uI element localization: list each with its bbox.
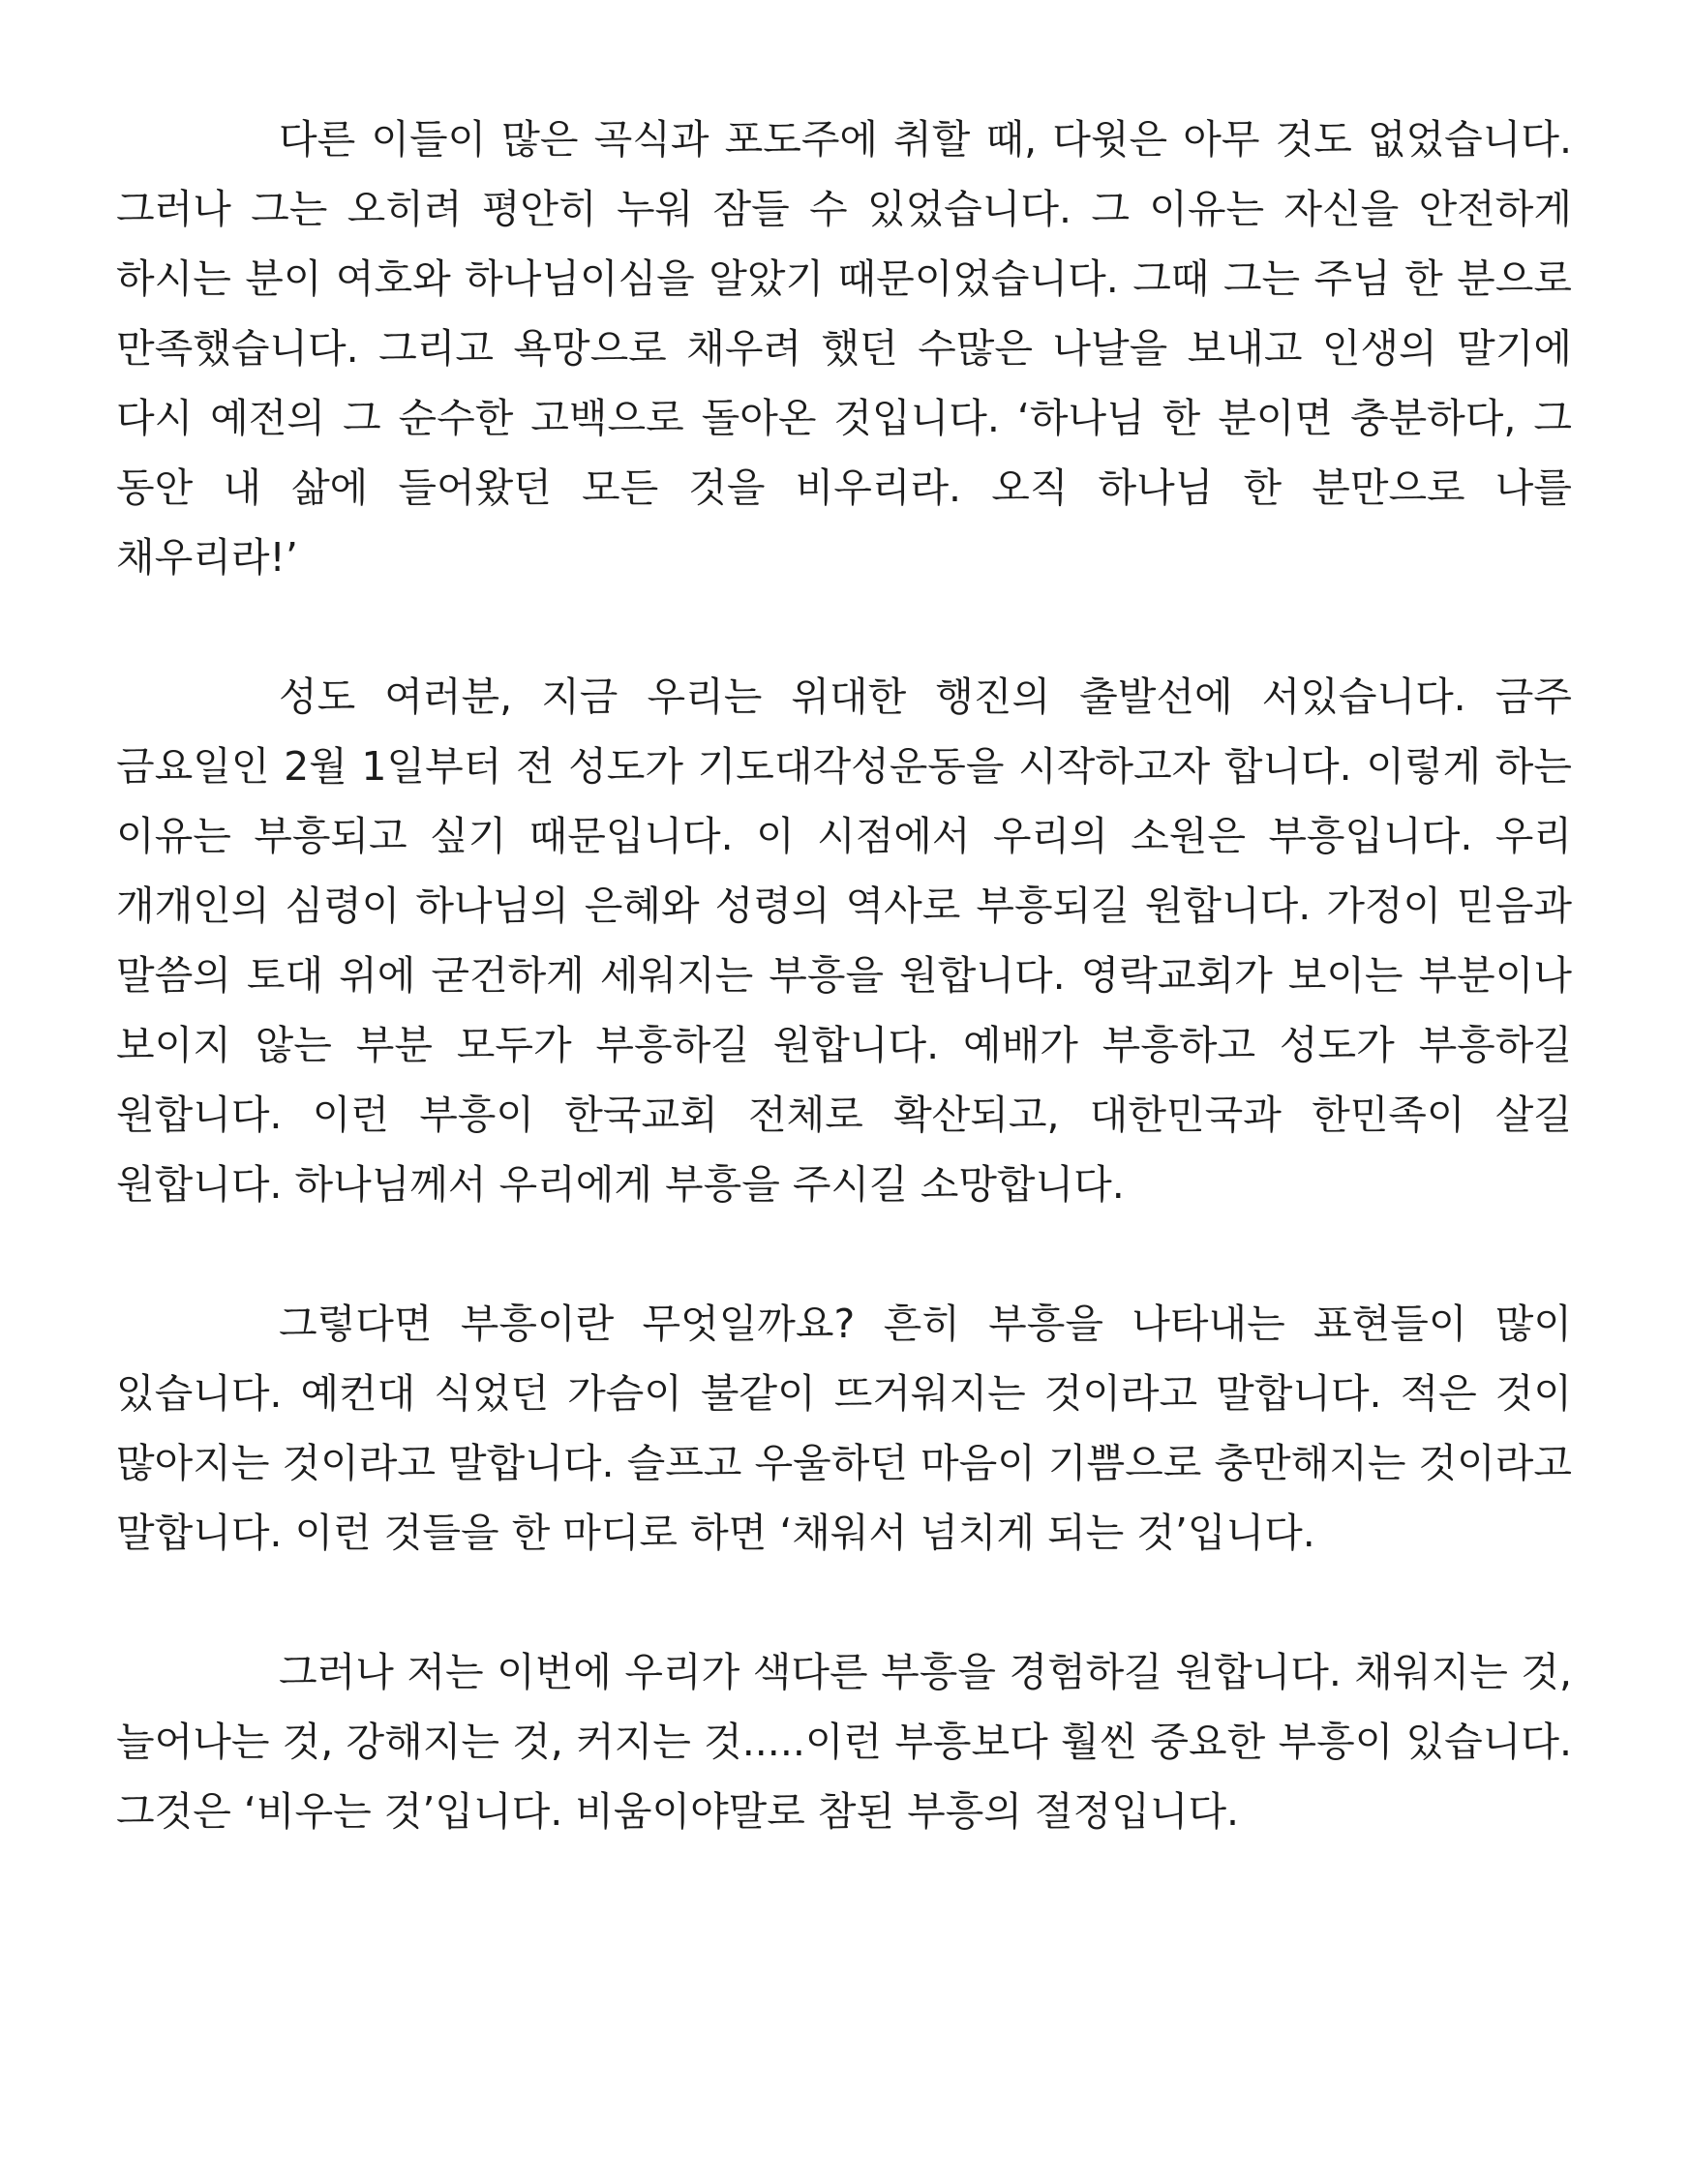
paragraph-2: 성도 여러분, 지금 우리는 위대한 행진의 출발선에 서있습니다. 금주 금요일인 2월 1일부터 전 성도가 기도대각성운동을 시작하고자 합니다. 이렇게 하는 이유는 부흥되고 싶기 때문입니다. 이 시점에서 우리의 소원은 부흥입니다. 우리 개개인의 심령이 하나님의 은혜와 성령의 역사로 부흥되길 원합니다. 가정이 믿음과 말씀의 토대 위에 굳건하게 세워지는 부흥을 원합니다. 영락교회가 보이는 부분이나 보이지 않는 부분 모두가 부흥하길 원합니다. 예배가 부흥하고 성도가 부흥하길 원합니다. 이런 부흥이 한국교회 전체로 확산되고, 대한민국과 한민족이 살길 원합니다. 하나님께서 우리에게 부흥을 주시길 소망합니다.	[116, 673, 1572, 1208]
paragraph-1: 다른 이들이 많은 곡식과 포도주에 취할 때, 다윗은 아무 것도 없었습니다. 그러나 그는 오히려 평안히 누워 잠들 수 있었습니다. 그 이유는 자신을 안전하게 하시는 분이 여호와 하나님이심을 알았기 때문이었습니다. 그때 그는 주님 한 분으로 만족했습니다. 그리고 욕망으로 채우려 했던 수많은 나날을 보내고 인생의 말기에 다시 예전의 그 순수한 고백으로 돌아온 것입니다. ‘하나님 한 분이면 충분하다, 그 동안 내 삶에 들어왔던 모든 것을 비우리라. 오직 하나님 한 분만으로 나를 채우리라!’	[116, 116, 1572, 581]
paragraph-4: 그러나 저는 이번에 우리가 색다른 부흥을 경험하길 원합니다. 채워지는 것, 늘어나는 것, 강해지는 것, 커지는 것.....이런 부흥보다 훨씬 중요한 부흥이 있습니다. 그것은 ‘비우는 것’입니다. 비움이야말로 참된 부흥의 절정입니다.	[116, 1649, 1572, 1835]
document-page	[116, 105, 1572, 1846]
paragraph-3: 그렇다면 부흥이란 무엇일까요? 흔히 부흥을 나타내는 표현들이 많이 있습니다. 예컨대 식었던 가슴이 불같이 뜨거워지는 것이라고 말합니다. 적은 것이 많아지는 것이라고 말합니다. 슬프고 우울하던 마음이 기쁨으로 충만해지는 것이라고 말합니다. 이런 것들을 한 마디로 하면 ‘채워서 넘치게 되는 것’입니다.	[116, 1301, 1572, 1556]
